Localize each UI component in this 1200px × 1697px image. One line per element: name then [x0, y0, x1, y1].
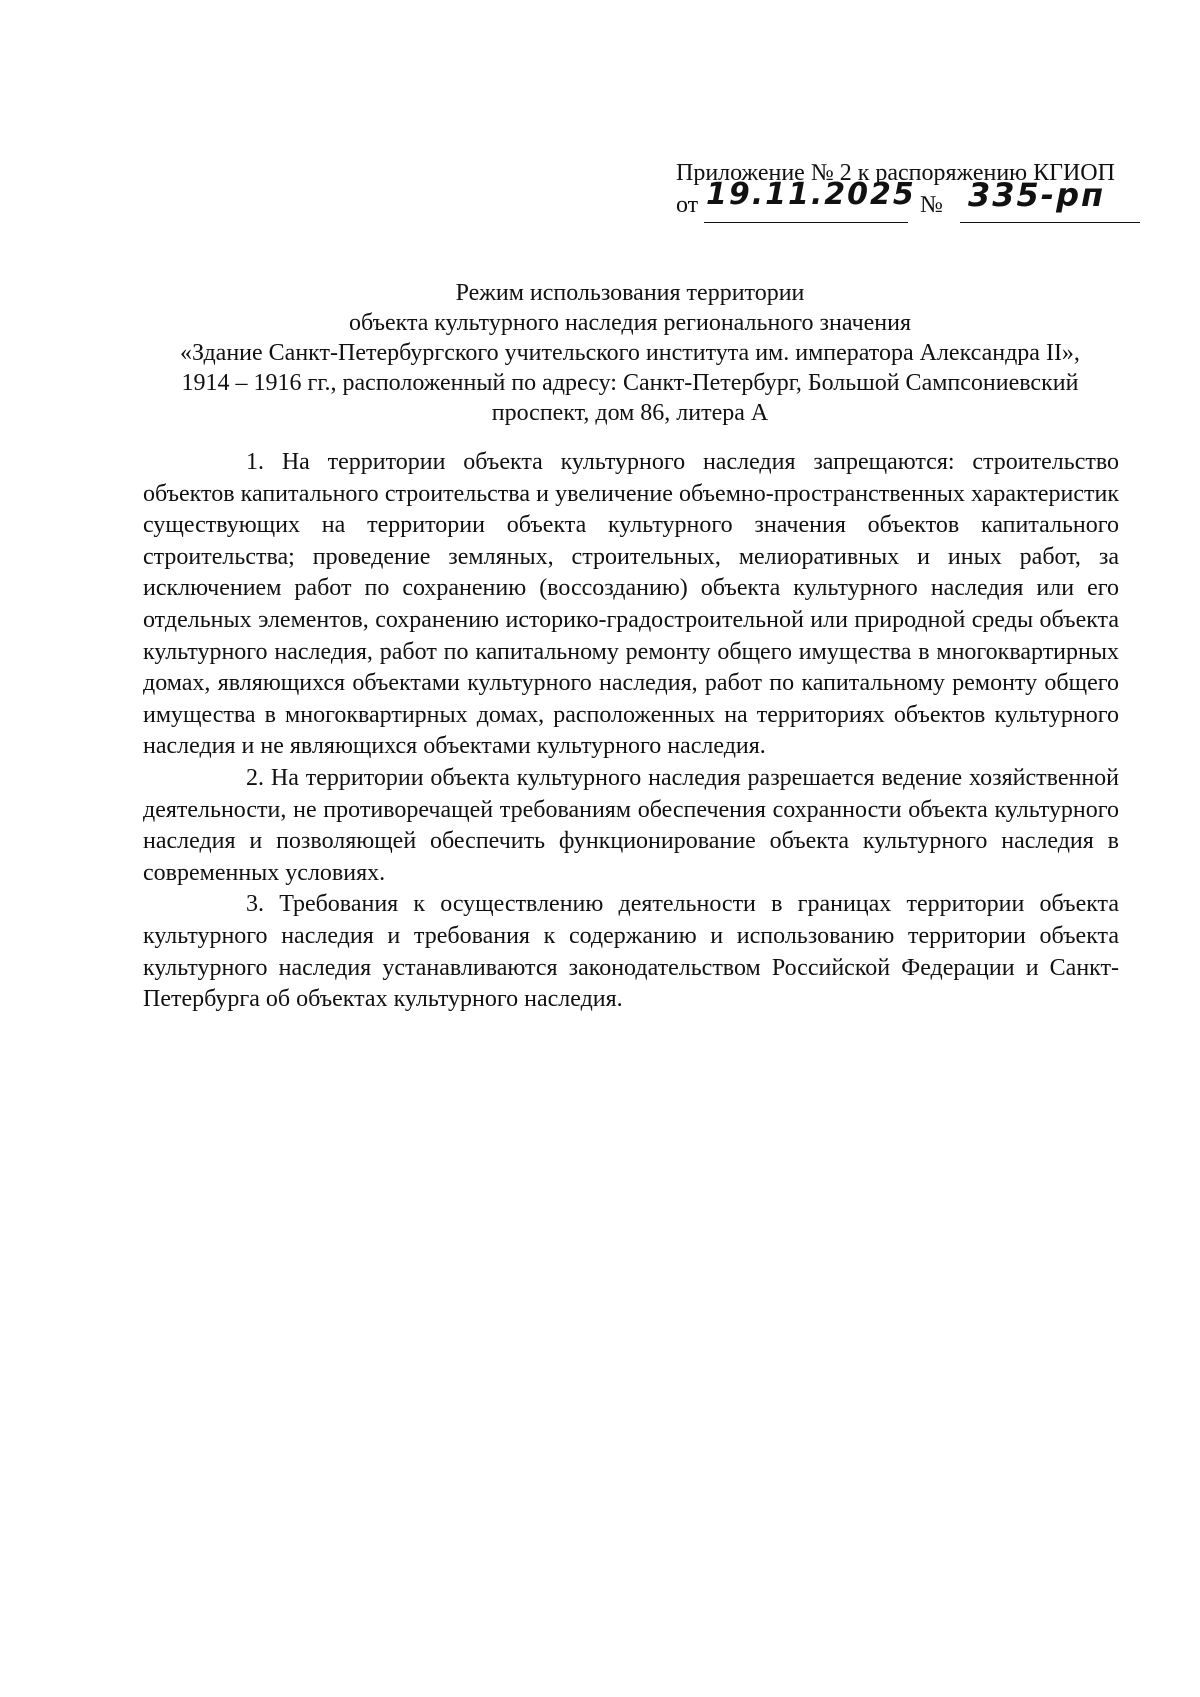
title-line-2: объекта культурного наследия регионального значения	[348, 310, 912, 336]
order-number-handwritten: 335-рп	[968, 176, 1106, 214]
title-line-3: «Здание Санкт-Петербургского учительского института им. императора Александра II»,	[180, 340, 1080, 366]
paragraph-3: 3. Требования к осуществлению деятельности в границах территории объекта культурного наследия и требования к содержанию и использованию территории объекта культурного наследия устанавливаются законодательством Российской Федерации и Санкт-Петербурга об объектах культурного наследия.	[143, 891, 1119, 1013]
appendix-header	[676, 158, 1136, 224]
appendix-label: Приложение № 2 к распоряжению КГИОП	[676, 160, 1115, 186]
title-line-1: Режим использования территории	[455, 280, 805, 306]
order-date-underline	[704, 222, 908, 223]
order-reference	[676, 176, 1136, 224]
order-date-handwritten: 19.11.2025	[706, 177, 916, 212]
paragraph-2: 2. На территории объекта культурного наследия разрешается ведение хозяйственной деятельности, не противоречащей требованиям обеспечения сохранности объекта культурного наследия и позволяющей обеспечить функционирование объекта культурного наследия в современных условиях.	[143, 764, 1119, 886]
title-line-5: проспект, дом 86, литера А	[491, 400, 769, 426]
document-body	[143, 447, 1119, 1016]
order-number-sign: №	[920, 192, 943, 218]
paragraph-1: 1. На территории объекта культурного наследия запрещаются: строительство объектов капитального строительства и увеличение объемно-пространственных характеристик существующих на территории объекта культурного значения объектов капитального строительства; проведение земляных, строительных, мелиоративных и иных работ, за исключением работ по сохранению (воссозданию) объекта культурного наследия или его отдельных элементов, сохранению историко-градостроительной или природной среды объекта культурного наследия, работ по капитальному ремонту общего имущества в многоквартирных домах, являющихся объектами культурного наследия, работ по капитальному ремонту общего имущества в многоквартирных домах, расположенных на территориях объектов культурного наследия и не являющихся объектами культурного наследия.	[143, 449, 1119, 760]
document-title	[140, 278, 1120, 428]
order-date-prefix: от	[676, 192, 699, 218]
order-number-underline	[960, 222, 1140, 223]
title-line-4: 1914 – 1916 гг., расположенный по адресу: Санкт-Петербург, Большой Сампсониевский	[181, 370, 1079, 396]
